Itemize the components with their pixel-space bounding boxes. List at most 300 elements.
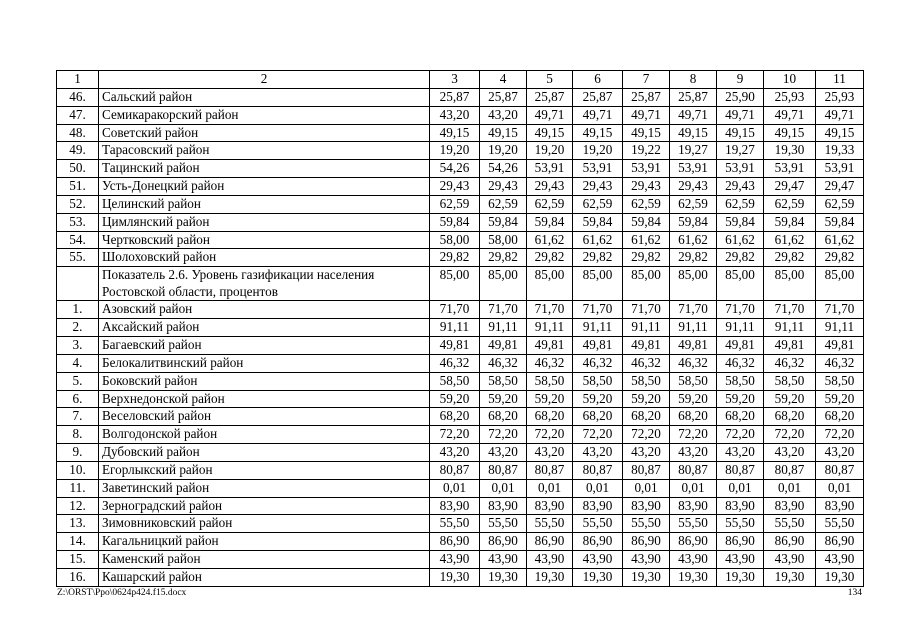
value-cell: 68,20 <box>623 408 670 426</box>
value-cell: 49,81 <box>816 336 864 354</box>
value-cell: 62,59 <box>527 195 573 213</box>
value-cell: 83,90 <box>717 497 764 515</box>
value-cell: 29,43 <box>430 178 480 196</box>
table-row <box>57 178 864 196</box>
district-name: Показатель 2.6. Уровень газификации населения Ростовской области, процентов <box>99 267 430 301</box>
row-number: 10. <box>57 461 99 479</box>
row-number: 12. <box>57 497 99 515</box>
value-cell: 62,59 <box>764 195 816 213</box>
value-cell: 49,81 <box>480 336 527 354</box>
row-number: 2. <box>57 319 99 337</box>
value-cell: 83,90 <box>764 497 816 515</box>
value-cell: 85,00 <box>527 267 573 301</box>
value-cell: 86,90 <box>480 533 527 551</box>
value-cell: 71,70 <box>480 301 527 319</box>
value-cell: 91,11 <box>717 319 764 337</box>
row-number: 6. <box>57 390 99 408</box>
value-cell: 49,15 <box>430 124 480 142</box>
district-name: Багаевский район <box>99 336 430 354</box>
value-cell: 29,82 <box>573 249 623 267</box>
header-cell: 10 <box>764 71 816 89</box>
value-cell: 43,20 <box>816 444 864 462</box>
value-cell: 62,59 <box>816 195 864 213</box>
value-cell: 29,82 <box>480 249 527 267</box>
table-row <box>57 568 864 586</box>
value-cell: 71,70 <box>816 301 864 319</box>
value-cell: 85,00 <box>480 267 527 301</box>
value-cell: 59,20 <box>670 390 717 408</box>
value-cell: 55,50 <box>430 515 480 533</box>
table-row <box>57 533 864 551</box>
table-row <box>57 551 864 569</box>
district-name: Усть-Донецкий район <box>99 178 430 196</box>
value-cell: 58,50 <box>573 372 623 390</box>
value-cell: 71,70 <box>430 301 480 319</box>
value-cell: 19,27 <box>717 142 764 160</box>
row-number: 53. <box>57 213 99 231</box>
value-cell: 49,15 <box>764 124 816 142</box>
table-row <box>57 336 864 354</box>
value-cell: 49,71 <box>816 106 864 124</box>
value-cell: 80,87 <box>717 461 764 479</box>
value-cell: 61,62 <box>717 231 764 249</box>
table-row <box>57 461 864 479</box>
value-cell: 43,20 <box>527 444 573 462</box>
indicator-table <box>56 70 864 587</box>
district-name: Советский район <box>99 124 430 142</box>
table-row <box>57 124 864 142</box>
table-row <box>57 249 864 267</box>
value-cell: 83,90 <box>480 497 527 515</box>
value-cell: 91,11 <box>430 319 480 337</box>
row-number <box>57 267 99 301</box>
value-cell: 86,90 <box>573 533 623 551</box>
value-cell: 49,81 <box>623 336 670 354</box>
row-number: 55. <box>57 249 99 267</box>
value-cell: 68,20 <box>573 408 623 426</box>
value-cell: 19,20 <box>573 142 623 160</box>
district-name: Белокалитвинский район <box>99 354 430 372</box>
value-cell: 58,00 <box>430 231 480 249</box>
value-cell: 46,32 <box>430 354 480 372</box>
value-cell: 80,87 <box>764 461 816 479</box>
value-cell: 19,30 <box>573 568 623 586</box>
page-number: 134 <box>847 588 862 598</box>
value-cell: 91,11 <box>480 319 527 337</box>
value-cell: 43,20 <box>717 444 764 462</box>
value-cell: 46,32 <box>764 354 816 372</box>
value-cell: 53,91 <box>527 160 573 178</box>
value-cell: 25,87 <box>623 88 670 106</box>
value-cell: 62,59 <box>717 195 764 213</box>
value-cell: 59,84 <box>670 213 717 231</box>
table-row <box>57 479 864 497</box>
value-cell: 29,43 <box>527 178 573 196</box>
value-cell: 43,20 <box>480 444 527 462</box>
row-number: 46. <box>57 88 99 106</box>
value-cell: 43,90 <box>573 551 623 569</box>
value-cell: 85,00 <box>430 267 480 301</box>
value-cell: 85,00 <box>573 267 623 301</box>
value-cell: 68,20 <box>670 408 717 426</box>
value-cell: 55,50 <box>717 515 764 533</box>
district-name: Целинский район <box>99 195 430 213</box>
value-cell: 0,01 <box>573 479 623 497</box>
value-cell: 61,62 <box>670 231 717 249</box>
value-cell: 25,87 <box>573 88 623 106</box>
header-cell: 2 <box>99 71 430 89</box>
value-cell: 55,50 <box>670 515 717 533</box>
value-cell: 25,93 <box>764 88 816 106</box>
value-cell: 59,20 <box>527 390 573 408</box>
value-cell: 29,82 <box>764 249 816 267</box>
value-cell: 59,84 <box>717 213 764 231</box>
value-cell: 49,81 <box>764 336 816 354</box>
value-cell: 72,20 <box>670 426 717 444</box>
header-cell: 11 <box>816 71 864 89</box>
value-cell: 91,11 <box>764 319 816 337</box>
value-cell: 49,15 <box>573 124 623 142</box>
value-cell: 46,32 <box>480 354 527 372</box>
value-cell: 80,87 <box>430 461 480 479</box>
row-number: 3. <box>57 336 99 354</box>
value-cell: 19,33 <box>816 142 864 160</box>
value-cell: 25,90 <box>717 88 764 106</box>
value-cell: 68,20 <box>480 408 527 426</box>
value-cell: 25,87 <box>670 88 717 106</box>
table-row <box>57 319 864 337</box>
value-cell: 86,90 <box>717 533 764 551</box>
row-number: 4. <box>57 354 99 372</box>
value-cell: 58,50 <box>623 372 670 390</box>
table-row <box>57 142 864 160</box>
value-cell: 53,91 <box>670 160 717 178</box>
value-cell: 54,26 <box>480 160 527 178</box>
district-name: Аксайский район <box>99 319 430 337</box>
value-cell: 49,15 <box>480 124 527 142</box>
value-cell: 29,82 <box>527 249 573 267</box>
value-cell: 19,30 <box>670 568 717 586</box>
value-cell: 29,82 <box>430 249 480 267</box>
value-cell: 71,70 <box>573 301 623 319</box>
district-name: Сальский район <box>99 88 430 106</box>
value-cell: 59,84 <box>764 213 816 231</box>
header-cell: 5 <box>527 71 573 89</box>
row-number: 9. <box>57 444 99 462</box>
value-cell: 71,70 <box>764 301 816 319</box>
row-number: 48. <box>57 124 99 142</box>
value-cell: 19,22 <box>623 142 670 160</box>
value-cell: 62,59 <box>573 195 623 213</box>
value-cell: 46,32 <box>816 354 864 372</box>
table-row <box>57 372 864 390</box>
value-cell: 53,91 <box>717 160 764 178</box>
value-cell: 72,20 <box>527 426 573 444</box>
value-cell: 49,15 <box>816 124 864 142</box>
value-cell: 71,70 <box>527 301 573 319</box>
value-cell: 59,20 <box>573 390 623 408</box>
document-path: Z:\ORST\Ppo\0624p424.f15.docx <box>57 588 187 598</box>
value-cell: 29,43 <box>717 178 764 196</box>
value-cell: 58,50 <box>717 372 764 390</box>
value-cell: 25,87 <box>480 88 527 106</box>
value-cell: 49,71 <box>623 106 670 124</box>
value-cell: 46,32 <box>670 354 717 372</box>
value-cell: 80,87 <box>670 461 717 479</box>
value-cell: 61,62 <box>573 231 623 249</box>
value-cell: 19,20 <box>480 142 527 160</box>
header-cell: 1 <box>57 71 99 89</box>
value-cell: 43,90 <box>430 551 480 569</box>
value-cell: 86,90 <box>623 533 670 551</box>
district-name: Волгодонской район <box>99 426 430 444</box>
district-name: Боковский район <box>99 372 430 390</box>
district-name: Шолоховский район <box>99 249 430 267</box>
table-row <box>57 213 864 231</box>
header-cell: 4 <box>480 71 527 89</box>
value-cell: 58,50 <box>527 372 573 390</box>
district-name: Цимлянский район <box>99 213 430 231</box>
value-cell: 83,90 <box>573 497 623 515</box>
value-cell: 86,90 <box>670 533 717 551</box>
value-cell: 43,20 <box>623 444 670 462</box>
value-cell: 19,30 <box>764 142 816 160</box>
header-cell: 9 <box>717 71 764 89</box>
value-cell: 0,01 <box>430 479 480 497</box>
value-cell: 80,87 <box>623 461 670 479</box>
value-cell: 19,30 <box>816 568 864 586</box>
value-cell: 58,50 <box>670 372 717 390</box>
value-cell: 43,20 <box>430 106 480 124</box>
header-cell: 3 <box>430 71 480 89</box>
value-cell: 43,90 <box>816 551 864 569</box>
value-cell: 0,01 <box>480 479 527 497</box>
row-number: 51. <box>57 178 99 196</box>
row-number: 8. <box>57 426 99 444</box>
value-cell: 19,30 <box>527 568 573 586</box>
value-cell: 29,43 <box>573 178 623 196</box>
value-cell: 80,87 <box>816 461 864 479</box>
row-number: 49. <box>57 142 99 160</box>
header-row <box>57 71 864 89</box>
value-cell: 85,00 <box>816 267 864 301</box>
value-cell: 59,84 <box>573 213 623 231</box>
value-cell: 43,20 <box>764 444 816 462</box>
row-number: 47. <box>57 106 99 124</box>
value-cell: 55,50 <box>764 515 816 533</box>
value-cell: 58,50 <box>816 372 864 390</box>
value-cell: 43,90 <box>717 551 764 569</box>
district-name: Кагальницкий район <box>99 533 430 551</box>
header-cell: 8 <box>670 71 717 89</box>
row-number: 52. <box>57 195 99 213</box>
row-number: 11. <box>57 479 99 497</box>
value-cell: 86,90 <box>527 533 573 551</box>
row-number: 50. <box>57 160 99 178</box>
value-cell: 71,70 <box>717 301 764 319</box>
table-row <box>57 515 864 533</box>
value-cell: 59,20 <box>623 390 670 408</box>
value-cell: 55,50 <box>527 515 573 533</box>
value-cell: 53,91 <box>816 160 864 178</box>
table-row <box>57 195 864 213</box>
row-number: 5. <box>57 372 99 390</box>
value-cell: 19,30 <box>430 568 480 586</box>
value-cell: 61,62 <box>623 231 670 249</box>
value-cell: 59,20 <box>717 390 764 408</box>
value-cell: 55,50 <box>816 515 864 533</box>
value-cell: 46,32 <box>717 354 764 372</box>
value-cell: 49,81 <box>717 336 764 354</box>
value-cell: 53,91 <box>764 160 816 178</box>
value-cell: 62,59 <box>623 195 670 213</box>
value-cell: 43,90 <box>623 551 670 569</box>
value-cell: 85,00 <box>623 267 670 301</box>
value-cell: 43,20 <box>670 444 717 462</box>
row-number: 54. <box>57 231 99 249</box>
table-row <box>57 354 864 372</box>
value-cell: 59,84 <box>480 213 527 231</box>
table-row <box>57 408 864 426</box>
value-cell: 25,87 <box>527 88 573 106</box>
value-cell: 49,15 <box>717 124 764 142</box>
value-cell: 59,84 <box>816 213 864 231</box>
value-cell: 80,87 <box>480 461 527 479</box>
value-cell: 49,71 <box>527 106 573 124</box>
value-cell: 91,11 <box>623 319 670 337</box>
value-cell: 85,00 <box>670 267 717 301</box>
value-cell: 58,50 <box>430 372 480 390</box>
value-cell: 49,81 <box>430 336 480 354</box>
value-cell: 19,20 <box>430 142 480 160</box>
value-cell: 55,50 <box>573 515 623 533</box>
value-cell: 43,90 <box>764 551 816 569</box>
value-cell: 91,11 <box>816 319 864 337</box>
value-cell: 68,20 <box>764 408 816 426</box>
district-name: Егорлыкский район <box>99 461 430 479</box>
table-row <box>57 390 864 408</box>
value-cell: 91,11 <box>573 319 623 337</box>
district-name: Дубовский район <box>99 444 430 462</box>
value-cell: 86,90 <box>764 533 816 551</box>
value-cell: 55,50 <box>480 515 527 533</box>
value-cell: 59,20 <box>764 390 816 408</box>
value-cell: 0,01 <box>717 479 764 497</box>
value-cell: 29,82 <box>816 249 864 267</box>
value-cell: 49,71 <box>670 106 717 124</box>
district-name: Заветинский район <box>99 479 430 497</box>
value-cell: 0,01 <box>527 479 573 497</box>
value-cell: 43,20 <box>480 106 527 124</box>
row-number: 7. <box>57 408 99 426</box>
district-name: Каменский район <box>99 551 430 569</box>
value-cell: 83,90 <box>527 497 573 515</box>
value-cell: 91,11 <box>527 319 573 337</box>
value-cell: 29,82 <box>670 249 717 267</box>
value-cell: 59,20 <box>480 390 527 408</box>
value-cell: 0,01 <box>764 479 816 497</box>
table-row <box>57 497 864 515</box>
value-cell: 29,82 <box>623 249 670 267</box>
district-name: Чертковский район <box>99 231 430 249</box>
value-cell: 85,00 <box>764 267 816 301</box>
district-name: Зерноградский район <box>99 497 430 515</box>
row-number: 15. <box>57 551 99 569</box>
value-cell: 19,30 <box>717 568 764 586</box>
value-cell: 49,15 <box>670 124 717 142</box>
value-cell: 58,50 <box>764 372 816 390</box>
value-cell: 59,20 <box>430 390 480 408</box>
value-cell: 19,27 <box>670 142 717 160</box>
value-cell: 80,87 <box>527 461 573 479</box>
value-cell: 83,90 <box>816 497 864 515</box>
value-cell: 49,81 <box>527 336 573 354</box>
value-cell: 19,30 <box>480 568 527 586</box>
value-cell: 59,20 <box>816 390 864 408</box>
value-cell: 19,30 <box>764 568 816 586</box>
value-cell: 68,20 <box>430 408 480 426</box>
value-cell: 49,71 <box>717 106 764 124</box>
value-cell: 72,20 <box>623 426 670 444</box>
value-cell: 25,93 <box>816 88 864 106</box>
value-cell: 29,47 <box>816 178 864 196</box>
value-cell: 53,91 <box>573 160 623 178</box>
value-cell: 59,84 <box>430 213 480 231</box>
value-cell: 55,50 <box>623 515 670 533</box>
value-cell: 72,20 <box>430 426 480 444</box>
value-cell: 54,26 <box>430 160 480 178</box>
value-cell: 43,90 <box>480 551 527 569</box>
row-number: 1. <box>57 301 99 319</box>
district-name: Тацинский район <box>99 160 430 178</box>
value-cell: 29,82 <box>717 249 764 267</box>
table-row <box>57 231 864 249</box>
value-cell: 53,91 <box>623 160 670 178</box>
value-cell: 49,71 <box>764 106 816 124</box>
value-cell: 29,43 <box>623 178 670 196</box>
value-cell: 59,84 <box>527 213 573 231</box>
header-cell: 6 <box>573 71 623 89</box>
value-cell: 49,71 <box>573 106 623 124</box>
value-cell: 61,62 <box>764 231 816 249</box>
value-cell: 85,00 <box>717 267 764 301</box>
table-row <box>57 88 864 106</box>
value-cell: 29,43 <box>670 178 717 196</box>
row-number: 14. <box>57 533 99 551</box>
value-cell: 72,20 <box>816 426 864 444</box>
value-cell: 19,30 <box>623 568 670 586</box>
district-name: Верхнедонской район <box>99 390 430 408</box>
row-number: 16. <box>57 568 99 586</box>
value-cell: 86,90 <box>816 533 864 551</box>
table-row <box>57 444 864 462</box>
value-cell: 29,43 <box>480 178 527 196</box>
value-cell: 49,81 <box>573 336 623 354</box>
value-cell: 58,50 <box>480 372 527 390</box>
value-cell: 19,20 <box>527 142 573 160</box>
table-row <box>57 426 864 444</box>
district-name: Веселовский район <box>99 408 430 426</box>
value-cell: 83,90 <box>670 497 717 515</box>
value-cell: 61,62 <box>816 231 864 249</box>
value-cell: 72,20 <box>480 426 527 444</box>
value-cell: 71,70 <box>623 301 670 319</box>
value-cell: 91,11 <box>670 319 717 337</box>
value-cell: 0,01 <box>816 479 864 497</box>
value-cell: 46,32 <box>623 354 670 372</box>
value-cell: 86,90 <box>430 533 480 551</box>
district-name: Азовский район <box>99 301 430 319</box>
